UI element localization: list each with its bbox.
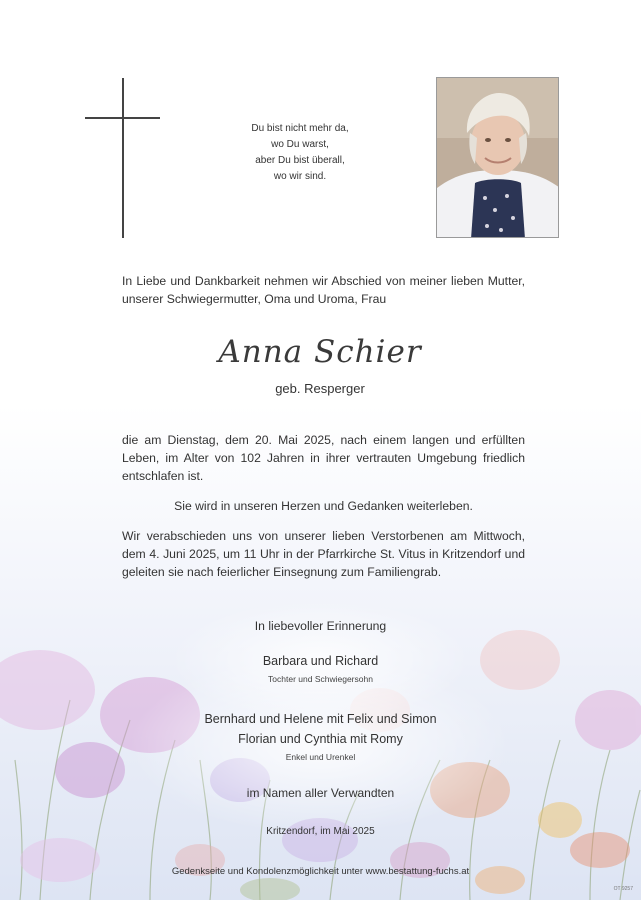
print-code: OT 9257 [613,886,633,892]
cross-vertical [122,78,124,238]
poem-line: wo wir sind. [273,171,327,182]
family-relatives: im Namen aller Verwandten [246,786,395,800]
cross-horizontal [85,117,160,119]
family-children: Barbara und Richard [262,654,379,668]
intro-text: In Liebe und Dankbarkeit nehmen wir Abschied von meiner lieben Mutter, unserer Schwiegermutter, Oma und Uroma, Frau [122,274,525,306]
remembrance-line: Sie wird in unseren Herzen und Gedanken weiterleben. [174,499,473,513]
family-children-role: Tochter und Schwiegersohn [268,674,373,684]
death-announcement: die am Dienstag, dem 20. Mai 2025, nach einem langen und erfüllten Leben, im Alter von 102 Jahren in ihrer vertrauten Umgebung friedlich entschlafen ist. [122,433,525,483]
poem-line: wo Du warst, [271,139,329,150]
poem [215,121,385,185]
family-grandchildren-1: Bernhard und Helene mit Felix und Simon [204,712,437,726]
funeral-details: Wir verabschieden uns von unserer lieben Verstorbenen am Mittwoch, dem 4. Juni 2025, um 11 Uhr in der Pfarrkirche St. Vitus in Kritzendorf und geleiten sie nach feierlicher Einsegnung zum Familiengrab. [122,529,525,579]
portrait-photo [436,77,559,238]
deceased-name: Anna Schier [218,334,422,370]
family-grandchildren-2: Florian und Cynthia mit Romy [238,732,403,746]
footer-link[interactable]: Gedenkseite und Kondolenzmöglichkeit unter www.bestattung-fuchs.at [171,866,470,877]
maiden-name: geb. Resperger [275,381,365,396]
memory-heading: In liebevoller Erinnerung [254,619,387,633]
poem-line: aber Du bist überall, [255,155,345,166]
place-date: Kritzendorf, im Mai 2025 [266,826,375,837]
family-grandchildren-role: Enkel und Urenkel [285,752,356,762]
poem-line: Du bist nicht mehr da, [251,123,349,134]
